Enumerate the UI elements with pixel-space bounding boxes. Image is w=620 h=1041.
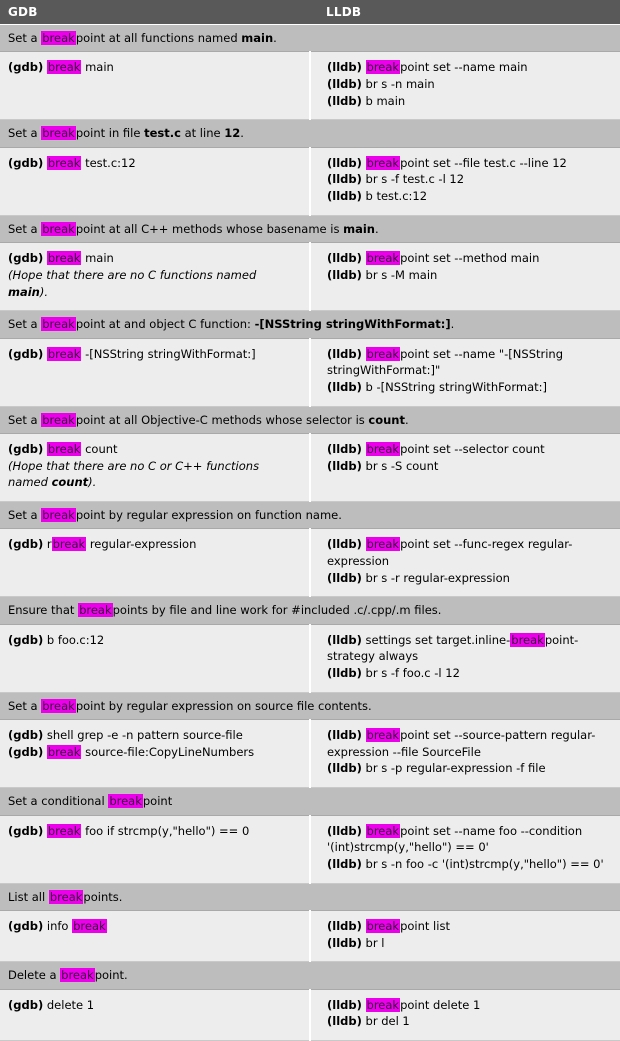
command-row: [0, 338, 620, 406]
command-row: [0, 52, 620, 120]
gdb-command-file-test-c-line-12: (gdb) break test.c:12: [0, 147, 310, 215]
gdb-command-cpp-methods-basename-main: (gdb) break main (Hope that there are no C functions named main).: [0, 243, 310, 311]
section-description-row: [0, 25, 620, 52]
lldb-command-objc-methods-selector-count: (lldb) breakpoint set --selector count (lldb) br s -S count: [310, 433, 620, 501]
gdb-command-objc-methods-selector-count: (gdb) break count (Hope that there are no C or C++ functions named count).: [0, 433, 310, 501]
section-description-inline-breakpoint-strategy: Ensure that breakpoints by file and line work for #included .c/.cpp/.m files.: [0, 597, 620, 624]
section-description-row: [0, 962, 620, 989]
lldb-command-objective-c-function-nsstring: (lldb) breakpoint set --name "-[NSString stringWithFormat:]" (lldb) b -[NSString stringWithFormat:]: [310, 338, 620, 406]
section-description-row: [0, 215, 620, 242]
section-description-regex-on-source-contents: Set a breakpoint by regular expression on source file contents.: [0, 692, 620, 719]
section-description-cpp-methods-basename-main: Set a breakpoint at all C++ methods whose basename is main.: [0, 215, 620, 242]
section-description-row: [0, 406, 620, 433]
section-description-row: [0, 311, 620, 338]
gdb-command-regex-on-source-contents: (gdb) shell grep -e -n pattern source-file (gdb) break source-file:CopyLineNumbers: [0, 720, 310, 788]
command-row: [0, 815, 620, 883]
section-description-conditional-breakpoint: Set a conditional breakpoint: [0, 788, 620, 815]
lldb-command-conditional-breakpoint: (lldb) breakpoint set --name foo --condition '(int)strcmp(y,"hello") == 0' (lldb) br s -n foo -c '(int)strcmp(y,"hello") == 0': [310, 815, 620, 883]
column-header-lldb: LLDB: [310, 0, 620, 25]
command-row: [0, 910, 620, 961]
section-description-row: [0, 692, 620, 719]
column-header-gdb: GDB: [0, 0, 310, 25]
command-row: [0, 720, 620, 788]
section-description-list-all-breakpoints: List all breakpoints.: [0, 883, 620, 910]
command-row: [0, 989, 620, 1040]
section-description-regex-on-function-name: Set a breakpoint by regular expression on function name.: [0, 501, 620, 528]
gdb-command-delete-breakpoint: (gdb) delete 1: [0, 989, 310, 1040]
command-row: [0, 433, 620, 501]
section-description-functions-named-main: Set a breakpoint at all functions named main.: [0, 25, 620, 52]
gdb-command-list-all-breakpoints: (gdb) info break: [0, 910, 310, 961]
lldb-command-functions-named-main: (lldb) breakpoint set --name main (lldb) br s -n main (lldb) b main: [310, 52, 620, 120]
section-description-row: [0, 120, 620, 147]
lldb-command-cpp-methods-basename-main: (lldb) breakpoint set --method main (lldb) br s -M main: [310, 243, 620, 311]
gdb-command-regex-on-function-name: (gdb) rbreak regular-expression: [0, 529, 310, 597]
lldb-command-regex-on-function-name: (lldb) breakpoint set --func-regex regular-expression (lldb) br s -r regular-expression: [310, 529, 620, 597]
section-description-row: [0, 883, 620, 910]
lldb-command-list-all-breakpoints: (lldb) breakpoint list (lldb) br l: [310, 910, 620, 961]
table-header-row: [0, 0, 620, 25]
command-row: [0, 529, 620, 597]
section-description-file-test-c-line-12: Set a breakpoint in file test.c at line 12.: [0, 120, 620, 147]
section-description-row: [0, 501, 620, 528]
section-description-objective-c-function-nsstring: Set a breakpoint at and object C function: -[NSString stringWithFormat:].: [0, 311, 620, 338]
lldb-command-delete-breakpoint: (lldb) breakpoint delete 1 (lldb) br del 1: [310, 989, 620, 1040]
command-row: [0, 243, 620, 311]
gdb-command-functions-named-main: (gdb) break main: [0, 52, 310, 120]
gdb-command-inline-breakpoint-strategy: (gdb) b foo.c:12: [0, 624, 310, 692]
command-row: [0, 624, 620, 692]
command-row: [0, 147, 620, 215]
section-description-row: [0, 788, 620, 815]
gdb-command-objective-c-function-nsstring: (gdb) break -[NSString stringWithFormat:]: [0, 338, 310, 406]
lldb-command-inline-breakpoint-strategy: (lldb) settings set target.inline-breakpoint-strategy always (lldb) br s -f foo.c -l 12: [310, 624, 620, 692]
lldb-command-regex-on-source-contents: (lldb) breakpoint set --source-pattern regular-expression --file SourceFile (lldb) br s -p regular-expression -f file: [310, 720, 620, 788]
lldb-command-file-test-c-line-12: (lldb) breakpoint set --file test.c --line 12 (lldb) br s -f test.c -l 12 (lldb) b test.c:12: [310, 147, 620, 215]
section-description-delete-breakpoint: Delete a breakpoint.: [0, 962, 620, 989]
table-body: [0, 25, 620, 1041]
section-description-objc-methods-selector-count: Set a breakpoint at all Objective-C methods whose selector is count.: [0, 406, 620, 433]
gdb-command-conditional-breakpoint: (gdb) break foo if strcmp(y,"hello") == 0: [0, 815, 310, 883]
section-description-row: [0, 597, 620, 624]
